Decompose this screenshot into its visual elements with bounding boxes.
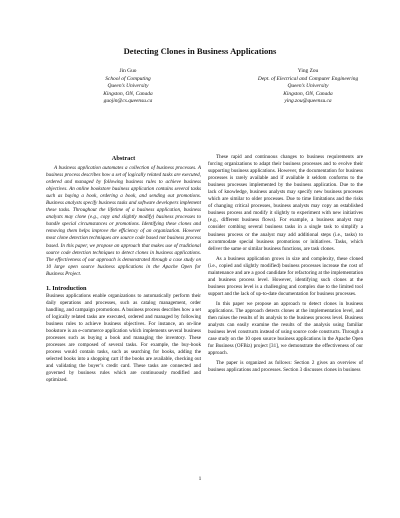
author-email: guojin@cs.queensu.ca <box>103 98 153 105</box>
abstract-text: A business application automates a collection of business processes. A business process describes how a set of logically related tasks are executed, ordered and managed by following business rules to achieve business objectives. An online bookstore business application contains several tasks such as buying a book, ordering a book, and sending out promotions. Business analysts specify business tasks and software developers implement these tasks. Throughout the lifetime of a business application, business analysts may clone (e.g., copy and slightly modify) business processes to handle special circumstances or promotions. Identifying these clones and removing them helps improve the efficiency of an organization. However most clone detection techniques are source code based not business process based. In this paper, we propose an approach that makes use of traditional source code detection techniques to detect clones in business applications. The effectiveness of our approach is demonstrated through a case study on 10 large open source business applications in the Apache Open for Business Project. <box>46 165 201 277</box>
right-column <box>208 154 363 374</box>
author-institution: Queen’s University <box>107 83 149 90</box>
author-affiliation: Dept. of Electrical and Computer Engineering <box>257 75 359 82</box>
author-email: ying.zou@queensu.ca <box>284 98 332 105</box>
author-name: Ying Zou <box>297 68 319 74</box>
page-number: 1 <box>198 476 202 482</box>
author-location: Kingston, ON, Canada <box>103 90 153 97</box>
author-block-1 <box>68 68 188 106</box>
author-block-2 <box>214 68 400 106</box>
abstract-heading: Abstract <box>111 155 136 162</box>
section-heading-introduction: 1. Introduction <box>46 284 87 292</box>
body-paragraph: In this paper we propose an approach to detect clones in business applications. The approach detects clones at the implementation level, and then raises the results of its analysis to the business process level. Business analysts can easily examine the results of the analysis using familiar business level constructs instead of using source code constructs. Through a case study on the 10 open source business applications in the Apache Open for Business (OFBiz) project [31], we demonstrate the effectiveness of our approach. <box>208 300 363 357</box>
body-paragraph: These rapid and continuous changes to business requirements are forcing organizations to adapt their business processes and to evolve their supporting business applications. However, the documentation for business processes is rarely available and if available it seldom conforms to the business processes implemented by the business application. Due to the lack of knowledge, business analysts may specify new business processes which are similar to older processes. Due to time limitations and the risks of changing critical processes, business analysts may copy an established business process and modify it slightly to experiment with new initiatives (e.g., different business flows). For example, a business analyst may consider combing several business tasks in a single task to simplify a business process or the analyst may add additional steps (i.e., tasks) to accommodate special business promotions or initiatives. Tasks, which deliver the same or similar business functions, are task clones. <box>208 154 363 252</box>
author-name: Jin Guo <box>119 68 137 74</box>
author-location: Kingston, ON, Canada <box>283 90 333 97</box>
author-affiliation: School of Computing <box>105 75 151 82</box>
paper-title: Detecting Clones in Business Applications <box>123 46 277 56</box>
body-paragraph: As a business application grows in size and complexity, these cloned (i.e., copied and slightly modified) business processes increase the cost of maintenance and are a good candidate for refactoring at the implementation and business process level. However, identifying such clones at the business process level is a challenging and complex due to the limited tool support and the lack of up-to-date documentation for business processes. <box>208 255 363 297</box>
left-column <box>46 154 201 384</box>
author-institution: Queen’s University <box>287 83 329 90</box>
intro-paragraph: Business applications enable organizations to automatically perform their daily operations and processes, such as catalog management, order handling, and campaign promotions. A business process describes how a set of logically related tasks are executed, ordered and managed by following business rules to achieve business objectives. For instance, an on-line bookstore is an e-commerce application which implements several business processes such as buying a book and managing the inventory. These processes are composed of several tasks. For example, the buy-book process would contain tasks, such as searching for books, adding the selected books into a shopping cart if the books are available, checking out and validating the buyer’s credit card. These tasks are connected and governed by business rules which are continuously modified and optimized. <box>46 292 201 384</box>
body-paragraph: The paper is organized as follows: Section 2 gives an overview of business applications and processes. Section 3 discusses clones in business <box>208 360 363 374</box>
